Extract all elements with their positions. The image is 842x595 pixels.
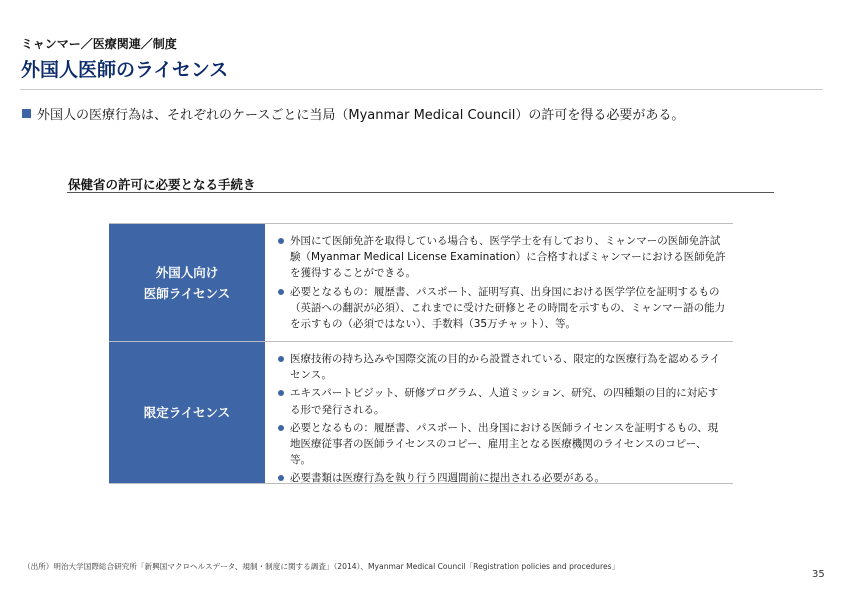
- lead-statement: [22, 104, 684, 123]
- bullet-text: 必要となるもの：履歴書、パスポート、証明写真、出身国における医学学位を証明するもの（英語への翻訳が必須）、これまでに受けた研修とその時間を示すもの、ミャンマー語の能力を示すもの（必須ではない）、手数料（35万チャット）、等。: [290, 285, 726, 331]
- row-header: [109, 342, 265, 483]
- bullet-dot-icon: [278, 356, 284, 362]
- bullet-item: [278, 233, 727, 282]
- row-header-line: 医師ライセンス: [143, 285, 231, 301]
- bullet-dot-icon: [278, 390, 284, 396]
- bullet-item: [278, 420, 727, 469]
- bullet-text: 医療技術の持ち込みや国際交流の目的から設置されている、限定的な医療行為を認めるライセンス。: [290, 353, 721, 382]
- row-content: [265, 342, 733, 483]
- bullet-text: 外国にて医師免許を取得している場合も、医学学士を有しており、ミャンマーの医師免許試験（Myanmar Medical License Examination）に合格すればミャンマーにおける医師免許を獲得することができる。: [290, 235, 726, 280]
- bullet-dot-icon: [278, 475, 284, 481]
- bullet-item: [278, 385, 727, 417]
- section-title: 保健省の許可に必要となる手続き: [68, 177, 256, 192]
- row-content: [265, 224, 733, 341]
- row-header-line: 外国人向け: [155, 264, 219, 280]
- square-bullet-icon: [22, 109, 31, 118]
- bullet-dot-icon: [278, 425, 284, 431]
- bullet-item: [278, 470, 727, 486]
- page-number: 35: [812, 569, 825, 580]
- bullet-dot-icon: [278, 289, 284, 295]
- table-row-limited-license: [109, 341, 733, 484]
- bullet-dot-icon: [278, 238, 284, 244]
- table-row-foreign-license: [109, 223, 733, 341]
- page-title: 外国人医師のライセンス: [21, 59, 229, 81]
- row-header: [109, 224, 265, 341]
- title-divider: [20, 89, 823, 90]
- source-note: （出所）明治大学国際総合研究所「新興国マクロヘルスデータ、規制・制度に関する調査」（2014）、Myanmar Medical Council「Registration policies and procedures」: [23, 562, 620, 571]
- section-divider: [67, 192, 774, 193]
- bullet-text: 必要書類は医療行為を執り行う四週間前に提出される必要がある。: [290, 472, 605, 485]
- row-header-line: 限定ライセンス: [143, 405, 231, 420]
- license-table: [109, 223, 733, 484]
- bullet-item: [278, 351, 727, 383]
- breadcrumb: ミャンマー／医療関連／制度: [21, 37, 177, 51]
- bullet-text: エキスパートビジット、研修プログラム、人道ミッション、研究、の四種類の目的に対応する形で発行される。: [290, 387, 719, 416]
- lead-text: 外国人の医療行為は、それぞれのケースごとに当局（Myanmar Medical Council）の許可を得る必要がある。: [37, 108, 685, 123]
- bullet-text: 必要となるもの：履歴書、パスポート、出身国における医師ライセンスを証明するもの、現地医療従事者の医師ライセンスのコピー、雇用主となる医療機関のライセンスのコピー、等。: [290, 421, 719, 467]
- bullet-item: [278, 284, 727, 333]
